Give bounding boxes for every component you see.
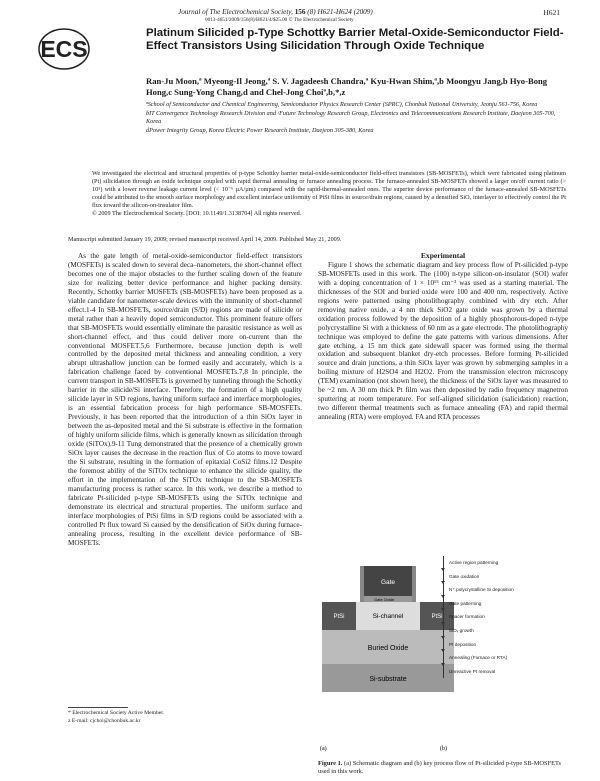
- process-step: Active region patterning: [441, 556, 567, 570]
- gate-oxide-label: Gate Oxide: [374, 597, 395, 602]
- process-step: SiOₓ growth: [441, 624, 567, 638]
- footnote-member: * Electrochemical Society Active Member.: [68, 710, 165, 716]
- process-step: Gate patterning: [441, 597, 567, 611]
- substrate-label: Si-substrate: [369, 676, 407, 683]
- spacer-left: [360, 566, 364, 602]
- section-heading-experimental: Experimental: [420, 251, 466, 260]
- process-step: Gate oxidation: [441, 570, 567, 584]
- spacer-right: [412, 566, 416, 602]
- footnote-rule: [68, 707, 128, 708]
- right-column: [318, 252, 568, 422]
- process-step: Spacer formation: [441, 610, 567, 624]
- ecs-logo: [38, 28, 90, 70]
- caption-text: (a) Schematic diagram and (b) key process flow of Pt-silicided p-type SB-MOSFETs used in this work.: [318, 760, 561, 775]
- buried-oxide-label: Buried Oxide: [367, 645, 409, 652]
- left-column: [68, 252, 302, 547]
- ptsi-right-label: PtSi: [431, 614, 443, 620]
- affiliation-b: bIT Convergence Technology Research Division and ᶜFuture Technology Research Group, Electronics and Telecommunications Research Institute, Daejeon 305-700, Korea: [146, 110, 556, 125]
- abstract: [92, 170, 566, 219]
- article-title: Platinum Silicided p-Type Schottky Barrier Metal-Oxide-Semiconductor Field-Effect Transistors Using Silicidation Through Oxide Technique: [146, 27, 564, 52]
- introduction-text: As the gate length of metal-oxide-semiconductor field-effect transistors (MOSFETs) is scaled down to several deca–nanometers, the short-channel effect becomes one of the major obstacles to the further scaling down of the feature size for realizing better device performance and higher packing density. Recently, Schottky barrier MOSFETs (SB-MOSFETs) have been proposed as a viable candidate for nanometer-scale devices with the immunity of short-channel effect.1-4 In SB-MOSFETs, source/drain (S/D) regions are made of silicide or metal rather than a heavily doped semiconductor. This prominent feature offers that SB-MOSFETs would essentially eliminate the parasitic resistance as well as short-channel effect, and thus could deliver more on-current than the conventional MOSFET.5,6 Furthermore, because junction depth is well controlled by the deposited metal thickness and annealing condition, a very abrupt ultrashallow junction can be formed easily and accurately, which is a fabrication challenge faced by conventional MOSFETs.7,8 In principle, the current transport in SB-MOSFETs is governed by tunneling through the Schottky barrier in the silicide/Si interface. Therefore, the formation of a high quality silicide layer in S/D regions, having uniform surface and interface morphologies, is an essential fabrication process for high performance SB-MOSFETs. Previously, it has been reported that the introduction of a thin SiOx layer in between the as-deposited metal and the Si substrate is effective in the formation of highly uniform silicide films, which is generally known as silicidation through oxide (SiTOx).9-11 Tung demonstrated that the presence of a chemically grown SiOx layer causes the decrease in the reaction flux of Co atoms to move toward the Si substrate, resulting in the formation of epitaxial CoSi2 films.12 Despite the foremost ability of the SiTOx technique to enhance the silicide quality, the effort in the implementation of the SiTOx technique to the SB-MOSFETs manufacturing process is rather scarce. In this work, we describe a method to fabricate Pt-silicided p-type SB-MOSFETs using the SiTOx technique and demonstrate its electrical and structural properties. The uniform surface and interface morphologies of PtSi films in S/D regions could be associated with a controlled Pt flux toward Si caused by the densification of SiOx during furnace-annealing process, resulting in the excellent device performance of SB-MOSFETs.: [68, 252, 302, 547]
- footnotes: [68, 710, 302, 725]
- process-flow: [441, 556, 567, 678]
- footnote-email: z E-mail: cjchoi@chonbuk.ac.kr: [68, 717, 141, 724]
- label-a: (a): [320, 746, 327, 752]
- abstract-text: We investigated the electrical and structural properties of p-type Schottky barrier metal-oxide-semiconductor field-effect transistors (SB-MOSFETs), which were fabricated using platinum (Pt) silicidation through an oxide technique coupled with rapid thermal annealing or furnace annealing process. The furnace-annealed SB-MOSFETs showed a larger on/off current ratio (> 10⁵) with a lower reverse leakage current level (< 10⁻⁶ µA/µm) compared with the rapid-thermal-annealed ones. The superior device performance of the furnace-annealed SB-MOSFETs could be attributed to the smooth surface morphology and excellent interface uniformity of PtSi films in source/drain regions, caused by a densified SiOₓ interlayer to effectively control the Pt flux toward the silicon-on-insulator film.: [92, 170, 566, 210]
- experimental-text: Figure 1 shows the schematic diagram and key process flow of Pt-silicided p-type SB-MOSFETs used in this work. The (100) n-type silicon-on-insulator (SOI) wafer with a doping concentration of 1 × 10¹⁵ cm⁻³ was used as a starting material. The thicknesses of the SOI and buried oxide were 100 and 400 nm, respectively. Active regions were patterned using photolithography combined with dry etch. After removing native oxide, a 4 nm thick SiO2 gate oxide was grown by a thermal oxidation process followed by the deposition of a highly phosphorous-doped n-type polycrystalline Si with a thickness of 60 nm as a gate electrode. The photolithography technique was employed to define the gate patterns with various dimensions. After gate etching, a 15 nm thick gate sidewall spacer was formed using the thermal oxidation and subsequent blanket dry-etch processes. Before forming Pt-silicided source and drain junctions, a thin SiOx layer was grown by submerging samples in a boiling mixture of H2SO4 and H2O2. From the transmission electron microscopy (TEM) examination (not shown here), the thickness of the SiOx layer was measured to be ~2 nm. A 30 nm thick Pt film was then deposited by radio frequency magnetron sputtering at room temperature. For self-aligned silicidation (salicidation) reaction, two different thermal treatments such as furnace annealing (FA) and rapid thermal annealing (RTA) were employed. FA and RTA processes: [318, 260, 568, 422]
- logo-text: ECS: [40, 36, 88, 62]
- label-b: (b): [440, 746, 447, 752]
- caption-label: Figure 1.: [318, 760, 343, 767]
- figure-caption: [318, 760, 568, 776]
- page-number: H621: [543, 8, 560, 17]
- ptsi-left-label: PtSi: [333, 614, 345, 620]
- affiliation-d: dPower Integrity Group, Korea Electric Power Research Institute, Daejeon 305-380, Korea: [146, 127, 374, 134]
- gate-label: Gate: [380, 579, 396, 586]
- channel-label: Si-channel: [372, 613, 404, 620]
- process-step: Annealing (Furnace or RTA): [441, 651, 567, 665]
- doi-line: 0013-4651/2009/156(8)/H621/4/$25.00 © The Electrochemical Society: [205, 17, 354, 23]
- author-list: Ran-Ju Moon,ª Myeong-Il Jeong,ª S. V. Jagadeesh Chandra,ª Kyu-Hwan Shim,ª,b Moongyu Jang,b Hyo-Bong Hong,c Sung-Yong Chang,d and Chel-Jong Choiª,b,*,z: [146, 76, 548, 97]
- process-step: Pt deposition: [441, 638, 567, 652]
- process-step: Unreactive Pt removal: [441, 665, 567, 679]
- manuscript-dates: Manuscript submitted January 19, 2009; revised manuscript received April 14, 2009. Published May 21, 2009.: [68, 236, 342, 243]
- process-step: N⁺ polycrystalline Si deposition: [441, 583, 567, 597]
- affiliations: [146, 101, 566, 136]
- copyright-line: © 2009 The Electrochemical Society. [DOI: 10.1149/1.3138704] All rights reserved.: [92, 210, 302, 218]
- affiliation-a: ªSchool of Semiconductor and Chemical Engineering, Semiconductor Physics Research Center (SPRC), Chonbuk National University, Jeonju 561-756, Korea: [146, 101, 538, 108]
- journal-citation: Journal of The Electrochemical Society, 156 (8) H621-H624 (2009): [178, 8, 373, 16]
